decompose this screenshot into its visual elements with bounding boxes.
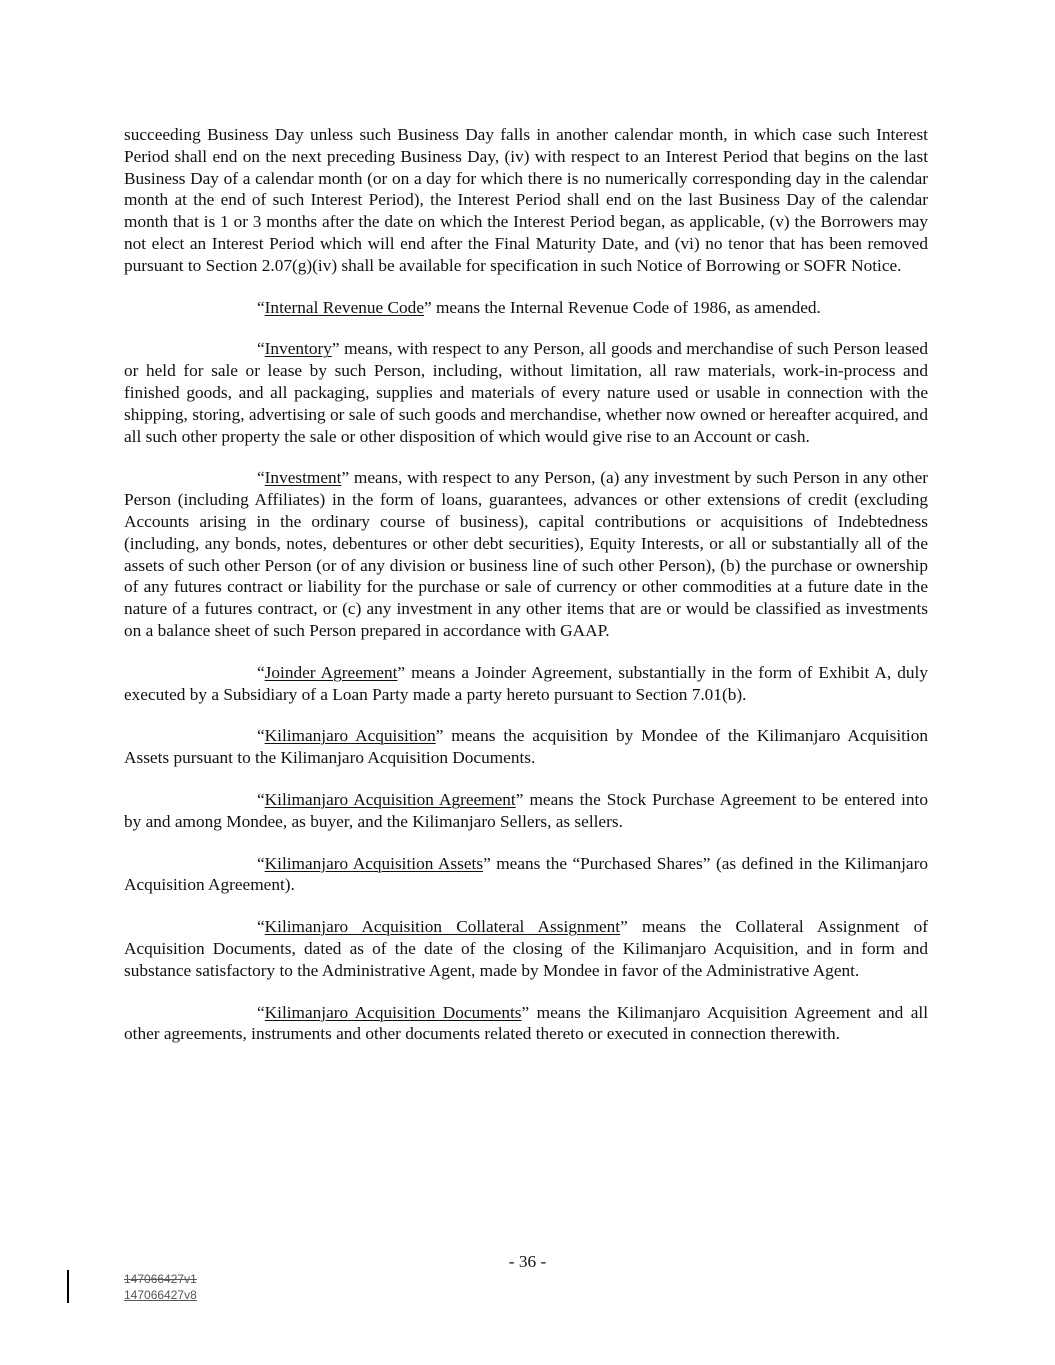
document-body: [124, 124, 928, 1065]
open-quote: “: [257, 1002, 265, 1022]
definition-kilimanjaro-acquisition-collateral-assignment: [124, 916, 928, 981]
close-quote: ”: [521, 1002, 530, 1022]
open-quote: “: [257, 789, 265, 809]
defined-term: Kilimanjaro Acquisition Agreement: [264, 789, 516, 809]
definition-text: means the Internal Revenue Code of 1986, as amended.: [431, 297, 821, 317]
close-quote: ”: [515, 789, 524, 809]
definition-text: means the “Purchased Shares” (as defined in the Kilimanjaro Acquisition Agreement).: [124, 853, 929, 895]
close-quote: ”: [620, 917, 628, 937]
defined-term: Joinder Agreement: [264, 662, 398, 682]
definition-joinder-agreement: [124, 662, 928, 706]
document-id-deleted: 147066427v1: [124, 1272, 197, 1286]
definition-text: means a Joinder Agreement, substantially in the form of Exhibit A, duly executed by a Subsidiary of a Loan Party made a party hereto pursuant to Section 7.01(b).: [124, 662, 928, 704]
open-quote: “: [257, 662, 265, 682]
defined-term: Inventory: [264, 339, 332, 359]
close-quote: ”: [483, 853, 491, 873]
definition-text: means the Stock Purchase Agreement to be entered into by and among Mondee, as buyer, and the Kilimanjaro Sellers, as sellers.: [124, 789, 928, 831]
close-quote: ”: [397, 662, 406, 682]
open-quote: “: [257, 853, 265, 873]
revision-change-bar: [67, 1270, 69, 1303]
open-quote: “: [257, 468, 265, 488]
definition-text: means, with respect to any Person, all goods and merchandise of such Person leased or held for sale or lease by such Person, including, without limitation, all raw materials, work-in-process and finished goods, and all packaging, supplies and materials of every nature used or usable in connection with the shipping, storing, advertising or sale of such goods and merchandise, whether now owned or hereafter acquired, and all such other property the sale or other disposition of which would give rise to an Account or cash.: [124, 339, 928, 446]
definition-text: means the Collateral Assignment of Acquisition Documents, dated as of the date of the closing of the Kilimanjaro Acquisition, and in form and substance satisfactory to the Administrative Agent, made by Mondee in favor of the Administrative Agent.: [124, 917, 928, 980]
definition-text: means the acquisition by Mondee of the Kilimanjaro Acquisition Assets pursuant to the Kilimanjaro Acquisition Documents.: [124, 726, 929, 768]
open-quote: “: [257, 917, 265, 937]
definition-kilimanjaro-acquisition-assets: [124, 853, 928, 897]
page-number: - 36 -: [508, 1252, 547, 1271]
close-quote: ”: [331, 339, 340, 359]
open-quote: “: [257, 339, 265, 359]
definition-text: means the Kilimanjaro Acquisition Agreement and all other agreements, instruments and other documents related thereto or executed in connection therewith.: [124, 1002, 928, 1044]
definition-kilimanjaro-acquisition: [124, 725, 928, 769]
open-quote: “: [257, 297, 265, 317]
open-quote: “: [257, 726, 265, 746]
close-quote: ”: [435, 726, 444, 746]
definition-kilimanjaro-acquisition-documents: [124, 1002, 928, 1046]
continuation-paragraph: succeeding Business Day unless such Business Day falls in another calendar month, in which case such Interest Period shall end on the next preceding Business Day, (iv) with respect to an Interest Period that begins on the last Business Day of a calendar month (or on a day for which there is no numerically corresponding day in the calendar month at the end of such Interest Period), the Interest Period shall end on the last Business Day of the calendar month that is 1 or 3 months after the date on which the Interest Period began, as applicable, (v) the Borrowers may not elect an Interest Period which will end after the Final Maturity Date, and (vi) no tenor that has been removed pursuant to Section 2.07(g)(iv) shall be available for specification in such Notice of Borrowing or SOFR Notice.: [124, 125, 928, 275]
defined-term: Investment: [264, 468, 342, 488]
definition-text: means, with respect to any Person, (a) any investment by such Person in any other Person (including Affiliates) in the form of loans, guarantees, advances or other extensions of credit (excluding Accounts arising in the ordinary course of business), capital contributions or acquisitions of Indebtedness (including, any bonds, notes, debentures or other debt securities), Equity Interests, or all or substantially all of the assets of such other Person (or of any division or business line of such other Person), (b) the purchase or ownership of any futures contract or liability for the purchase or sale of currency or other commodities at a future date in the nature of a futures contract, or (c) any investment in any other items that are or would be classified as investments on a balance sheet of such Person prepared in accordance with GAAP.: [124, 468, 928, 640]
definition-kilimanjaro-acquisition-agreement: [124, 789, 928, 833]
document-id-inserted: 147066427v8: [124, 1288, 197, 1302]
close-quote: ”: [423, 297, 432, 317]
defined-term: Internal Revenue Code: [264, 297, 424, 317]
defined-term: Kilimanjaro Acquisition Documents: [264, 1002, 522, 1022]
close-quote: ”: [341, 468, 350, 488]
definition-investment: [124, 467, 928, 641]
defined-term: Kilimanjaro Acquisition: [264, 726, 436, 746]
definition-inventory: [124, 338, 928, 447]
defined-term: Kilimanjaro Acquisition Collateral Assignment: [264, 917, 621, 937]
definition-internal-revenue-code: [124, 297, 928, 319]
defined-term: Kilimanjaro Acquisition Assets: [264, 853, 484, 873]
